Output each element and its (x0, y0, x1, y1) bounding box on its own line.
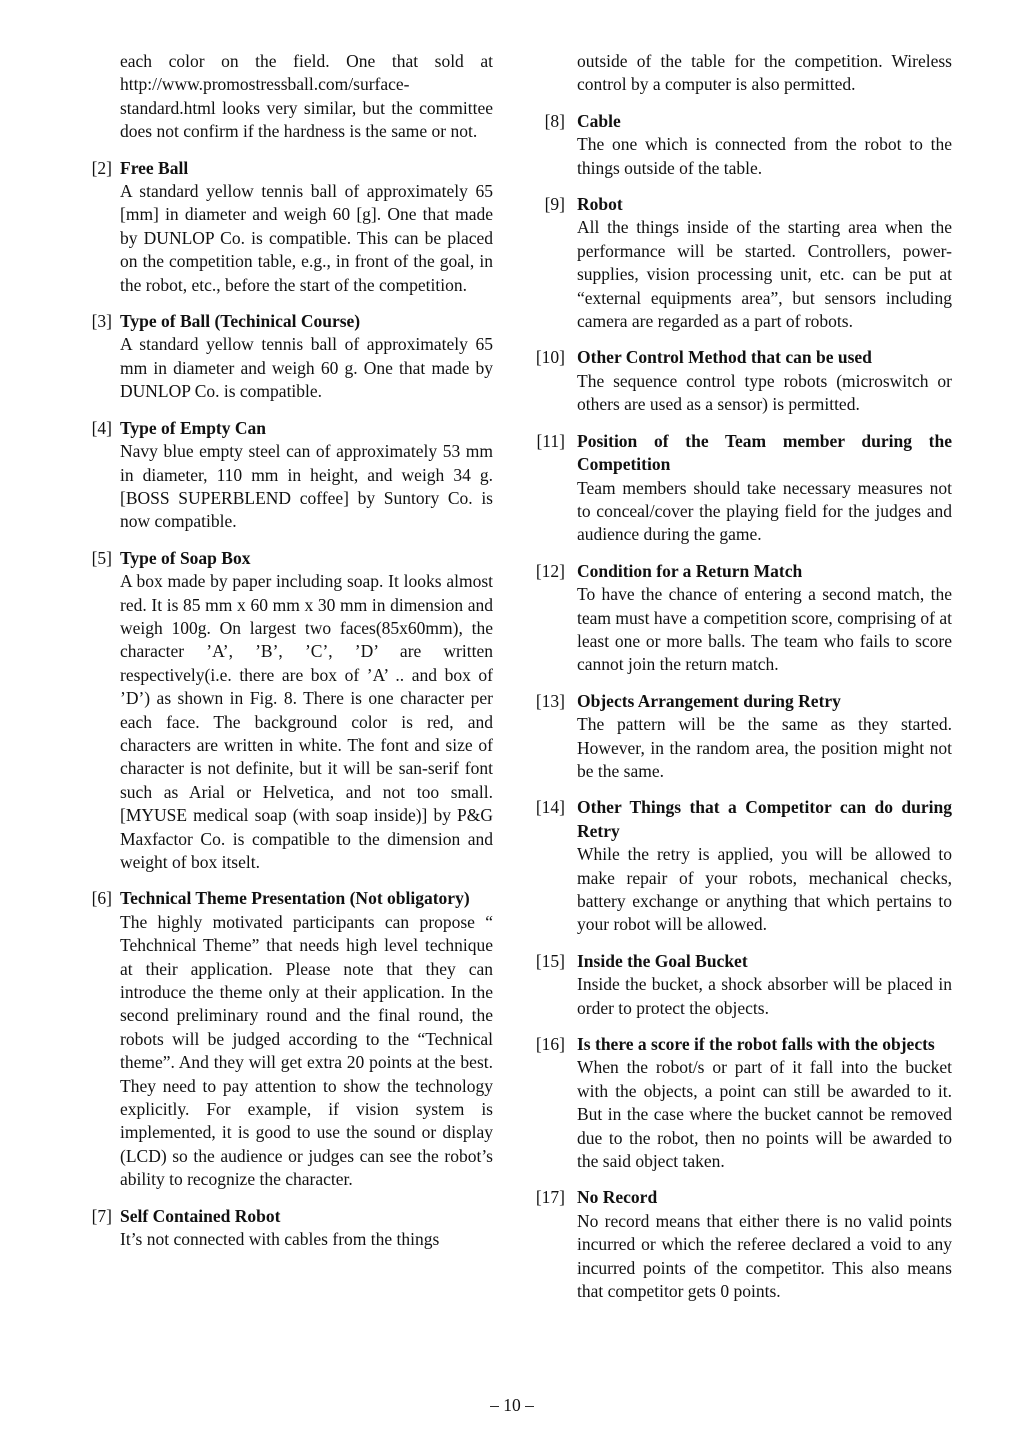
definition-item-10 (530, 346, 952, 416)
item-title: Type of Soap Box (120, 547, 251, 568)
definition-item-7 (84, 1205, 493, 1252)
definition-item-2 (84, 157, 493, 297)
item-body: Inside the bucket, a shock absorber will be placed in order to protect the objects. (577, 974, 952, 1018)
item-title: Free Ball (120, 157, 189, 178)
item-number: [14] (535, 797, 565, 818)
item-body: The highly motivated participants can propose “ Tehchnical Theme” that needs high level technique at their application. Please note that they can introduce the theme only at their application. In the second preliminary round and the final round, the robots will be judged according to the “Technical theme”. And they will get extra 20 points at the best. They need to pay attention to show the technology explicitly. For example, if vision system is implemented, it is good to use the sound or display (LCD) so the audience or judges can see the robot’s ability to recognize the character. (120, 911, 493, 1190)
item-title: Position of the Team member during the Competition (577, 430, 952, 475)
item-number: [8] (544, 110, 565, 131)
item-body: A standard yellow tennis ball of approximately 65 mm in diameter and weigh 60 g. One that made by DUNLOP Co. is compatible. (120, 334, 493, 402)
left-column (84, 50, 493, 1252)
item-body: Team members should take necessary measures not to conceal/cover the playing field for the judges and audience during the game. (577, 477, 952, 545)
definition-item-9 (530, 193, 952, 333)
definition-item-5 (84, 547, 493, 875)
definition-item-15 (530, 950, 952, 1020)
definition-item-8 (530, 110, 952, 180)
page-number: – 10 – (490, 1395, 534, 1415)
item-title: Type of Ball (Techinical Course) (120, 311, 361, 332)
item-body: Navy blue empty steel can of approximately 53 mm in diameter, 110 mm in height, and weigh 34 g. [BOSS SUPERBLEND coffee] by Suntory Co. is now compatible. (120, 441, 493, 532)
item-number: [17] (535, 1187, 565, 1208)
item-body: No record means that either there is no valid points incurred or which the referee declared a void to any incurred points of the competitor. This also means that competitor gets 0 points. (577, 1210, 952, 1302)
definition-item-3 (84, 310, 493, 404)
item-body: While the retry is applied, you will be allowed to make repair of your robots, mechanical checks, battery exchange or anything that which pertains to your robot will be allowed. (577, 844, 952, 935)
item-body: To have the chance of entering a second match, the team must have a competition score, comprising of at least one or more balls. The team who fails to score cannot join the return match. (577, 584, 952, 675)
item-title: Technical Theme Presentation (Not obligatory) (120, 888, 470, 909)
item-title: Is there a score if the robot falls with the objects (577, 1034, 935, 1055)
definition-item-16 (530, 1033, 952, 1173)
item-number: [16] (535, 1034, 565, 1055)
item-title: Robot (577, 194, 623, 215)
item-title: No Record (577, 1187, 658, 1208)
item-body: When the robot/s or part of it fall into the bucket with the objects, a point can still be awarded to it. But in the case where the bucket cannot be removed due to the robot, then no points will be awarded to the said object taken. (577, 1057, 952, 1172)
item-body: A standard yellow tennis ball of approximately 65 [mm] in diameter and weigh 60 [g]. One that made by DUNLOP Co. is compatible. This can be placed on the competition table, e.g., in front of the goal, in the robot, etc., before the start of the competition. (120, 181, 493, 295)
item-body: It’s not connected with cables from the things (120, 1229, 440, 1250)
item-title: Cable (577, 110, 621, 131)
item-number: [12] (535, 560, 565, 581)
item-number: [2] (91, 157, 112, 178)
item-title: Objects Arrangement during Retry (577, 690, 841, 711)
definition-item-17 (530, 1186, 952, 1303)
item-title: Inside the Goal Bucket (577, 950, 748, 971)
definition-item-6 (84, 887, 493, 1191)
item-number: [11] (536, 430, 565, 451)
item-number: [13] (535, 690, 565, 711)
item-number: [9] (544, 194, 565, 215)
right-column (530, 50, 952, 1304)
continuation-paragraph: each color on the field. One that sold at http://www.promostressball.com/surface-standard.html looks very similar, but the committee does not confirm if the hardness is the same or not. (120, 51, 493, 142)
item-title: Type of Empty Can (120, 417, 267, 438)
definition-item-11 (530, 430, 952, 547)
item-title: Other Control Method that can be used (577, 347, 872, 368)
item-body: The pattern will be the same as they started. However, in the random area, the position might not be the same. (577, 714, 952, 781)
item-body: The sequence control type robots (microswitch or others are used as a sensor) is permitted. (577, 370, 952, 415)
item-body: A box made by paper including soap. It looks almost red. It is 85 mm x 60 mm x 30 mm in dimension and weigh 100g. On largest two faces(85x60mm), the character ’A’, ’B’, ’C’, ’D’ are written respectively(i.e. there are box of ’A’ .. and box of ’D’) as shown in Fig. 8. There is one character per each face. The background color is red, and characters are written in white. The font and size of character is not definite, but it will be san-serif font such as Arial or Helvetica, and not too small. [MYUSE medical soap (with soap inside)] by P&G Maxfactor Co. is compatible to the dimension and weight of box itselt. (120, 571, 493, 872)
item-body: All the things inside of the starting area when the performance will be started. Controllers, power-supplies, vision processing unit, etc. can be put at “external equipments area”, but sensors including camera are regarded as a part of robots. (577, 217, 952, 332)
item-number: [6] (91, 888, 112, 909)
item-number: [10] (535, 347, 565, 368)
definition-item-4 (84, 417, 493, 534)
continuation-paragraph: outside of the table for the competition. Wireless control by a computer is also permitted. (577, 51, 952, 95)
item-number: [4] (91, 417, 112, 438)
item-number: [3] (91, 311, 112, 332)
definition-item-13 (530, 690, 952, 784)
item-number: [15] (535, 950, 565, 971)
definition-item-12 (530, 560, 952, 677)
item-body: The one which is connected from the robot to the things outside of the table. (577, 134, 952, 178)
item-title: Condition for a Return Match (577, 560, 803, 581)
item-title: Self Contained Robot (120, 1205, 281, 1226)
item-number: [7] (91, 1205, 112, 1226)
definition-item-14 (530, 796, 952, 936)
item-number: [5] (91, 547, 112, 568)
item-title: Other Things that a Competitor can do during Retry (577, 797, 952, 841)
